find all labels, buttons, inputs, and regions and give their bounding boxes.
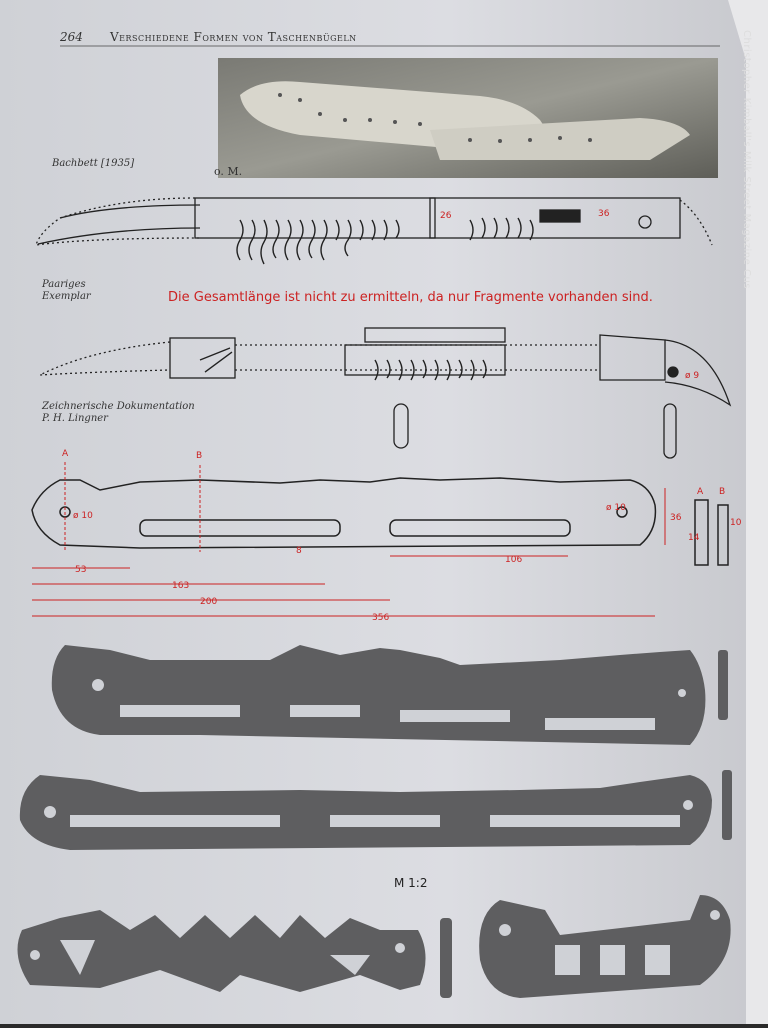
- hole-left-diameter: ø 10: [73, 511, 93, 521]
- dim-163: 163: [172, 581, 190, 591]
- drawing1-dim-26: 26: [440, 211, 452, 221]
- caption-photo-scale: o. M.: [214, 165, 243, 178]
- dim-356: 356: [372, 613, 390, 623]
- caption-documentation: Zeichnerische Dokumentation P. H. Lingner: [42, 401, 195, 424]
- caption-photo-source: Bachbett [1935]: [52, 158, 135, 169]
- red-annotation: Die Gesamtlänge ist nicht zu ermitteln, da nur Fragmente vorhanden sind.: [168, 290, 653, 305]
- dim-53: 53: [75, 565, 87, 575]
- page-number: 264: [60, 30, 83, 44]
- silhouette-1: [52, 645, 728, 745]
- section-b-label: B: [719, 487, 726, 497]
- drawing2-hole-diameter: ø 9: [685, 371, 700, 381]
- section-b-dim: 10: [730, 518, 742, 528]
- section-b-marker: B: [196, 451, 203, 461]
- hole-right-diameter: ø 10: [606, 503, 626, 513]
- running-header: Verschiedene Formen von Taschenbügeln: [110, 30, 357, 44]
- side-spine-text: Christopher Kimball's Milk Street Magazine Cus: [741, 30, 752, 290]
- caption-pair: Paariges Exemplar: [42, 279, 91, 302]
- section-a-dim: 14: [688, 533, 700, 543]
- height-dimension: 36: [670, 513, 682, 523]
- scale-label: M 1:2: [394, 876, 428, 890]
- section-a-label: A: [697, 487, 704, 497]
- drawing1-dim-36: 36: [598, 209, 610, 219]
- gap-dimension: 8: [296, 546, 302, 556]
- dim-200: 200: [200, 597, 218, 607]
- slot-dimension: 106: [505, 555, 523, 565]
- section-a-marker: A: [62, 449, 69, 459]
